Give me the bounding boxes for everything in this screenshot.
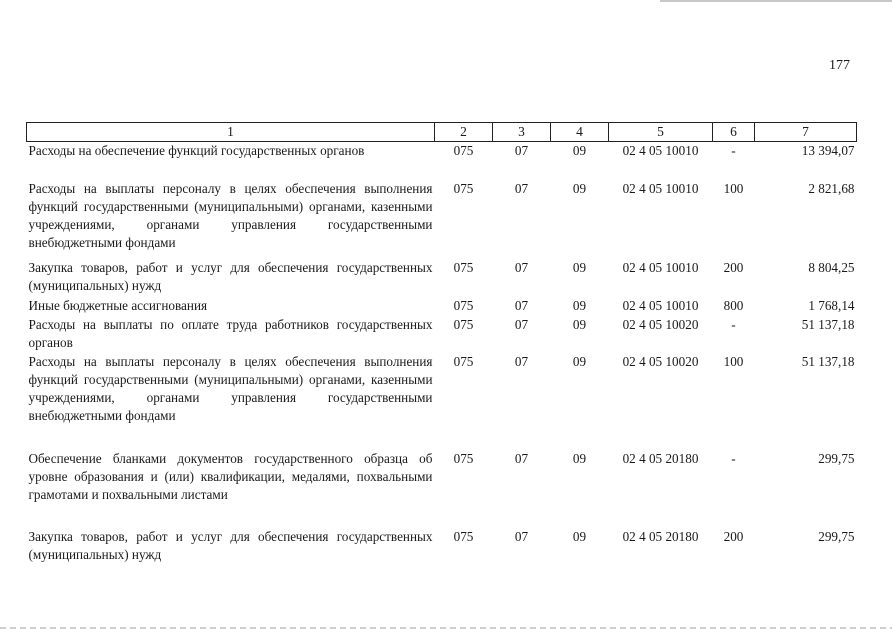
header-col-2: 2 bbox=[435, 123, 493, 142]
row-subsection: 09 bbox=[572, 528, 587, 544]
row-ministry: 075 bbox=[453, 528, 474, 544]
header-col-7: 7 bbox=[755, 123, 857, 142]
row-description: Расходы на выплаты персоналу в целях обеспечения выполнения функций государственными (муниципальными) органами, казенными учреждениями, органами управления государственными внебюджетными фондами bbox=[28, 180, 433, 250]
row-description: Расходы на выплаты персоналу в целях обеспечения выполнения функций государственными (муниципальными) органами, казенными учреждениями, органами управления государственными внебюджетными фондами bbox=[28, 353, 433, 423]
row-description: Закупка товаров, работ и услуг для обеспечения государственных (муниципальных) нужд bbox=[28, 528, 433, 562]
row-ministry: 075 bbox=[453, 316, 474, 332]
row-subsection: 09 bbox=[572, 143, 587, 158]
row-target: 02 4 05 10010 bbox=[622, 297, 699, 313]
row-ministry: 075 bbox=[453, 450, 474, 466]
budget-table bbox=[26, 122, 857, 566]
row-subsection: 09 bbox=[572, 297, 587, 313]
row-description: Расходы на обеспечение функций государственных органов bbox=[28, 143, 365, 158]
header-col-5: 5 bbox=[609, 123, 713, 142]
row-subsection: 09 bbox=[572, 450, 587, 466]
row-expense-type: - bbox=[731, 143, 736, 158]
row-subsection: 09 bbox=[572, 180, 587, 196]
page-number: 177 bbox=[829, 58, 850, 73]
row-expense-type: 100 bbox=[723, 180, 744, 196]
header-col-4: 4 bbox=[551, 123, 609, 142]
scan-edge-top bbox=[660, 0, 892, 2]
row-amount: 2 821,68 bbox=[808, 180, 855, 196]
row-expense-type: 800 bbox=[723, 297, 744, 313]
row-amount: 13 394,07 bbox=[801, 143, 855, 158]
row-description: Обеспечение бланками документов государственного образца об уровне образования и (или) квалификации, медалями, похвальными грамотами и похвальными листами bbox=[28, 450, 433, 502]
row-section: 07 bbox=[514, 143, 529, 158]
table-row bbox=[27, 450, 857, 528]
table-header-row bbox=[27, 123, 857, 142]
row-expense-type: - bbox=[731, 316, 736, 332]
row-target: 02 4 05 10010 bbox=[622, 143, 699, 158]
row-ministry: 075 bbox=[453, 143, 474, 158]
row-target: 02 4 05 10020 bbox=[622, 316, 699, 332]
row-description: Расходы на выплаты по оплате труда работников государственных органов bbox=[28, 316, 433, 350]
row-ministry: 075 bbox=[453, 180, 474, 196]
table-row bbox=[27, 316, 857, 353]
row-section: 07 bbox=[514, 528, 529, 544]
row-target: 02 4 05 10010 bbox=[622, 259, 699, 275]
row-amount: 51 137,18 bbox=[801, 316, 855, 332]
table-row bbox=[27, 180, 857, 259]
row-ministry: 075 bbox=[453, 297, 474, 313]
row-expense-type: - bbox=[731, 450, 736, 466]
row-section: 07 bbox=[514, 259, 529, 275]
row-expense-type: 200 bbox=[723, 259, 744, 275]
row-amount: 299,75 bbox=[818, 450, 855, 466]
row-ministry: 075 bbox=[453, 259, 474, 275]
row-description: Иные бюджетные ассигнования bbox=[28, 297, 208, 313]
table-row bbox=[27, 259, 857, 297]
row-target: 02 4 05 20180 bbox=[622, 528, 699, 544]
row-subsection: 09 bbox=[572, 316, 587, 332]
row-target: 02 4 05 10020 bbox=[622, 353, 699, 369]
row-amount: 299,75 bbox=[818, 528, 855, 544]
row-ministry: 075 bbox=[453, 353, 474, 369]
table-row bbox=[27, 528, 857, 566]
row-target: 02 4 05 20180 bbox=[622, 450, 699, 466]
row-subsection: 09 bbox=[572, 259, 587, 275]
row-amount: 8 804,25 bbox=[808, 259, 855, 275]
header-col-1: 1 bbox=[27, 123, 435, 142]
row-section: 07 bbox=[514, 353, 529, 369]
row-section: 07 bbox=[514, 180, 529, 196]
header-col-6: 6 bbox=[713, 123, 755, 142]
row-subsection: 09 bbox=[572, 353, 587, 369]
row-section: 07 bbox=[514, 450, 529, 466]
row-expense-type: 100 bbox=[723, 353, 744, 369]
scan-edge-bottom bbox=[0, 627, 892, 629]
table-row bbox=[27, 353, 857, 450]
row-expense-type: 200 bbox=[723, 528, 744, 544]
row-section: 07 bbox=[514, 297, 529, 313]
table-row bbox=[27, 297, 857, 316]
table-row bbox=[27, 142, 857, 180]
row-amount: 1 768,14 bbox=[808, 297, 855, 313]
row-target: 02 4 05 10010 bbox=[622, 180, 699, 196]
row-section: 07 bbox=[514, 316, 529, 332]
header-col-3: 3 bbox=[493, 123, 551, 142]
row-amount: 51 137,18 bbox=[801, 353, 855, 369]
row-description: Закупка товаров, работ и услуг для обеспечения государственных (муниципальных) нужд bbox=[28, 259, 433, 293]
